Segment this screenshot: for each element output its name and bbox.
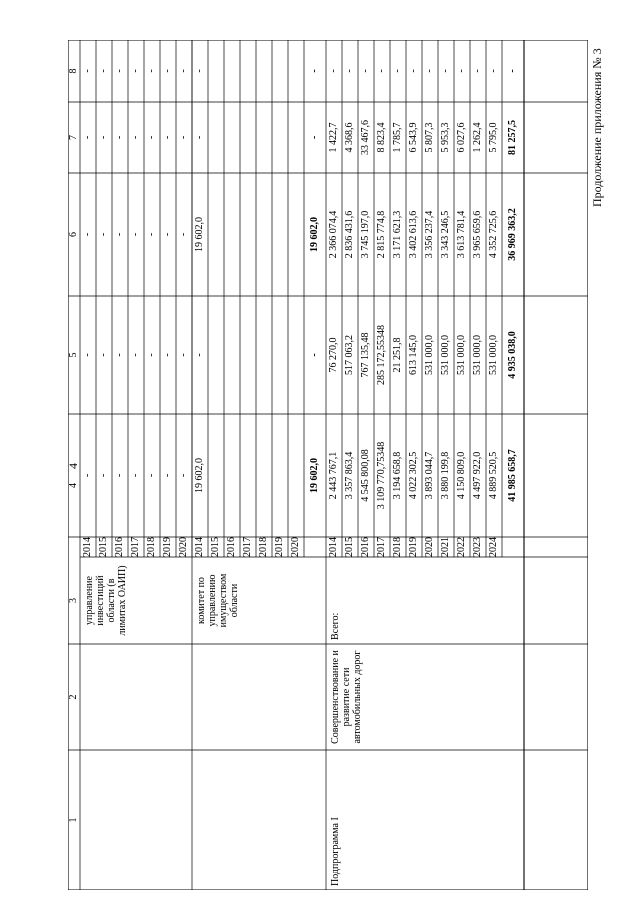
value-cell: 767 135,48	[360, 332, 371, 378]
value-cell: -	[82, 353, 93, 357]
column-header-2: 2	[68, 694, 79, 700]
year-cell: 2020	[178, 537, 189, 557]
year-cell: 2018	[392, 537, 403, 557]
value-cell: -	[114, 69, 125, 73]
value-cell: 3 880 199,8	[440, 451, 451, 500]
value-cell: -	[130, 232, 141, 237]
value-cell: -	[328, 69, 339, 73]
subprogram-label: Подпрограмма I	[330, 817, 341, 886]
total-cell: -	[309, 353, 320, 357]
value-cell: -	[360, 69, 371, 73]
year-cell: 2021	[440, 537, 451, 557]
value-cell: -	[98, 69, 109, 73]
value-cell: 1 262,4	[472, 122, 483, 153]
total-cell: 41 985 658,7	[507, 449, 518, 502]
year-cell: 2014	[328, 537, 339, 557]
value-cell: 2 443 767,1	[328, 451, 339, 500]
value-cell: 8 823,4	[376, 122, 387, 153]
value-cell: 3 343 246,5	[440, 210, 451, 259]
value-cell: 5 807,3	[424, 122, 435, 153]
value-cell: -	[146, 69, 157, 73]
value-cell: 531 000,0	[424, 335, 435, 375]
value-cell: -	[178, 135, 189, 140]
value-cell: 6 543,9	[408, 122, 419, 153]
value-cell: -	[178, 232, 189, 237]
value-cell: -	[114, 473, 125, 478]
value-cell: -	[178, 69, 189, 73]
total-cell: 19 602,0	[309, 458, 320, 493]
value-cell: -	[162, 69, 173, 73]
value-cell: -	[424, 69, 435, 73]
value-cell: -	[344, 69, 355, 73]
year-cell: 2014	[82, 537, 93, 557]
total-cell: -	[507, 69, 518, 73]
value-cell: -	[194, 69, 205, 73]
value-cell: 3 109 770,75348	[376, 441, 387, 510]
value-cell: 4 497 922,0	[472, 451, 483, 500]
year-cell: 2024	[488, 537, 499, 557]
appendix-caption: Продолжение приложения № 3	[590, 48, 604, 207]
year-cell: 2017	[130, 537, 141, 557]
value-cell: -	[82, 473, 93, 478]
year-cell: 2020	[290, 537, 301, 557]
value-cell: 3 402 613,6	[408, 210, 419, 259]
value-cell: 76 270,0	[328, 337, 339, 373]
year-cell: 2020	[424, 537, 435, 557]
value-cell: -	[98, 232, 109, 237]
value-cell: 2 366 074,4	[328, 210, 339, 259]
value-cell: 4 352 725,6	[488, 210, 499, 259]
value-cell: 33 467,6	[360, 120, 371, 155]
value-cell: 5 953,3	[440, 122, 451, 153]
value-cell: -	[98, 135, 109, 140]
value-cell: 6 027,6	[456, 122, 467, 153]
page-number: 4	[66, 463, 80, 469]
value-cell: -	[130, 353, 141, 357]
value-cell: -	[162, 473, 173, 478]
value-cell: -	[194, 135, 205, 140]
value-cell: -	[472, 69, 483, 73]
year-cell: 2022	[456, 537, 467, 557]
year-cell: 2016	[114, 537, 125, 557]
value-cell: 4 368,6	[344, 122, 355, 153]
value-cell: -	[408, 69, 419, 73]
value-cell: -	[162, 232, 173, 237]
column-header-6: 6	[68, 232, 79, 237]
value-cell: 531 000,0	[488, 335, 499, 375]
value-cell: -	[440, 69, 451, 73]
value-cell: -	[456, 69, 467, 73]
column-header-1: 1	[68, 817, 79, 823]
value-cell: -	[146, 135, 157, 140]
value-cell: 4 022 302,5	[408, 451, 419, 500]
value-cell: -	[162, 353, 173, 357]
value-cell: -	[162, 135, 173, 140]
value-cell: -	[114, 353, 125, 357]
year-cell: 2018	[146, 537, 157, 557]
value-cell: 3 357 863,4	[344, 451, 355, 500]
value-cell: 3 965 659,6	[472, 210, 483, 259]
total-cell: -	[309, 69, 320, 73]
value-cell: -	[146, 473, 157, 478]
subprogram-title: Совершенствование и развитие сети автомобильных дорог	[330, 650, 363, 744]
year-cell: 2014	[194, 537, 205, 557]
column-header-7: 7	[68, 135, 79, 140]
rotated-table	[68, 40, 588, 890]
column-header-8: 8	[68, 68, 79, 74]
value-cell: 3 613 781,4	[456, 210, 467, 259]
year-cell: 2015	[344, 537, 355, 557]
value-cell: 3 356 237,4	[424, 210, 435, 259]
executor-label: комитет по управлению имуществом области	[196, 573, 240, 628]
value-cell: 4 150 809,0	[456, 451, 467, 500]
value-cell: 3 194 658,8	[392, 451, 403, 500]
total-cell: -	[309, 135, 320, 140]
year-cell: 2019	[408, 537, 419, 557]
year-cell: 2015	[98, 537, 109, 557]
value-cell: 2 836 431,6	[344, 210, 355, 259]
value-cell: 4 889 520,5	[488, 451, 499, 500]
value-cell: 19 602,0	[194, 458, 205, 493]
year-cell: 2016	[360, 537, 371, 557]
value-cell: 1 785,7	[392, 122, 403, 153]
value-cell: -	[194, 353, 205, 357]
value-cell: -	[130, 473, 141, 478]
value-cell: 531 000,0	[440, 335, 451, 375]
year-cell: 2015	[210, 537, 221, 557]
value-cell: -	[82, 69, 93, 73]
value-cell: 5 795,0	[488, 122, 499, 153]
value-cell: -	[146, 232, 157, 237]
value-cell: -	[376, 69, 387, 73]
total-year-cell	[304, 537, 326, 557]
total-cell: 81 257,5	[507, 120, 518, 155]
value-cell: 3 171 621,3	[392, 210, 403, 259]
total-cell: 36 969 363,2	[507, 208, 518, 261]
value-cell: 613 145,0	[408, 335, 419, 375]
value-cell: -	[178, 353, 189, 357]
value-cell: 3 745 197,0	[360, 210, 371, 259]
executor-label: управление инвестиций области (в лимитах ОАИП)	[84, 565, 128, 636]
value-cell: -	[98, 473, 109, 478]
value-cell: -	[130, 69, 141, 73]
total-year-cell	[502, 537, 524, 557]
value-cell: -	[114, 232, 125, 237]
value-cell: 21 251,8	[392, 337, 403, 373]
value-cell: 3 893 044,7	[424, 451, 435, 500]
value-cell: -	[98, 353, 109, 357]
column-header-5: 5	[68, 352, 79, 358]
value-cell: 531 000,0	[456, 335, 467, 375]
value-cell: 531 000,0	[472, 335, 483, 375]
value-cell: 19 602,0	[194, 217, 205, 252]
column-header-3: 3	[68, 598, 79, 603]
value-cell: 4 545 800,08	[360, 449, 371, 502]
value-cell: 517 063,2	[344, 335, 355, 375]
total-cell: 4 935 038,0	[507, 331, 518, 379]
value-cell: -	[114, 135, 125, 140]
value-cell: 1 422,7	[328, 122, 339, 153]
year-cell: 2017	[376, 537, 387, 557]
executor-label: Всего:	[330, 612, 341, 640]
year-cell: 2019	[162, 537, 173, 557]
value-cell: 2 815 774,8	[376, 210, 387, 259]
year-cell: 2017	[242, 537, 253, 557]
value-cell: -	[146, 353, 157, 357]
value-cell: -	[82, 232, 93, 237]
value-cell: -	[488, 69, 499, 73]
year-cell: 2018	[258, 537, 269, 557]
year-cell: 2023	[472, 537, 483, 557]
value-cell: -	[130, 135, 141, 140]
value-cell: 285 172,55348	[376, 325, 387, 385]
total-cell: 19 602,0	[309, 217, 320, 252]
year-cell: 2016	[226, 537, 237, 557]
value-cell: -	[82, 135, 93, 140]
value-cell: -	[178, 473, 189, 478]
year-cell: 2019	[274, 537, 285, 557]
column-header-4: 4	[68, 483, 79, 488]
value-cell: -	[392, 69, 403, 73]
